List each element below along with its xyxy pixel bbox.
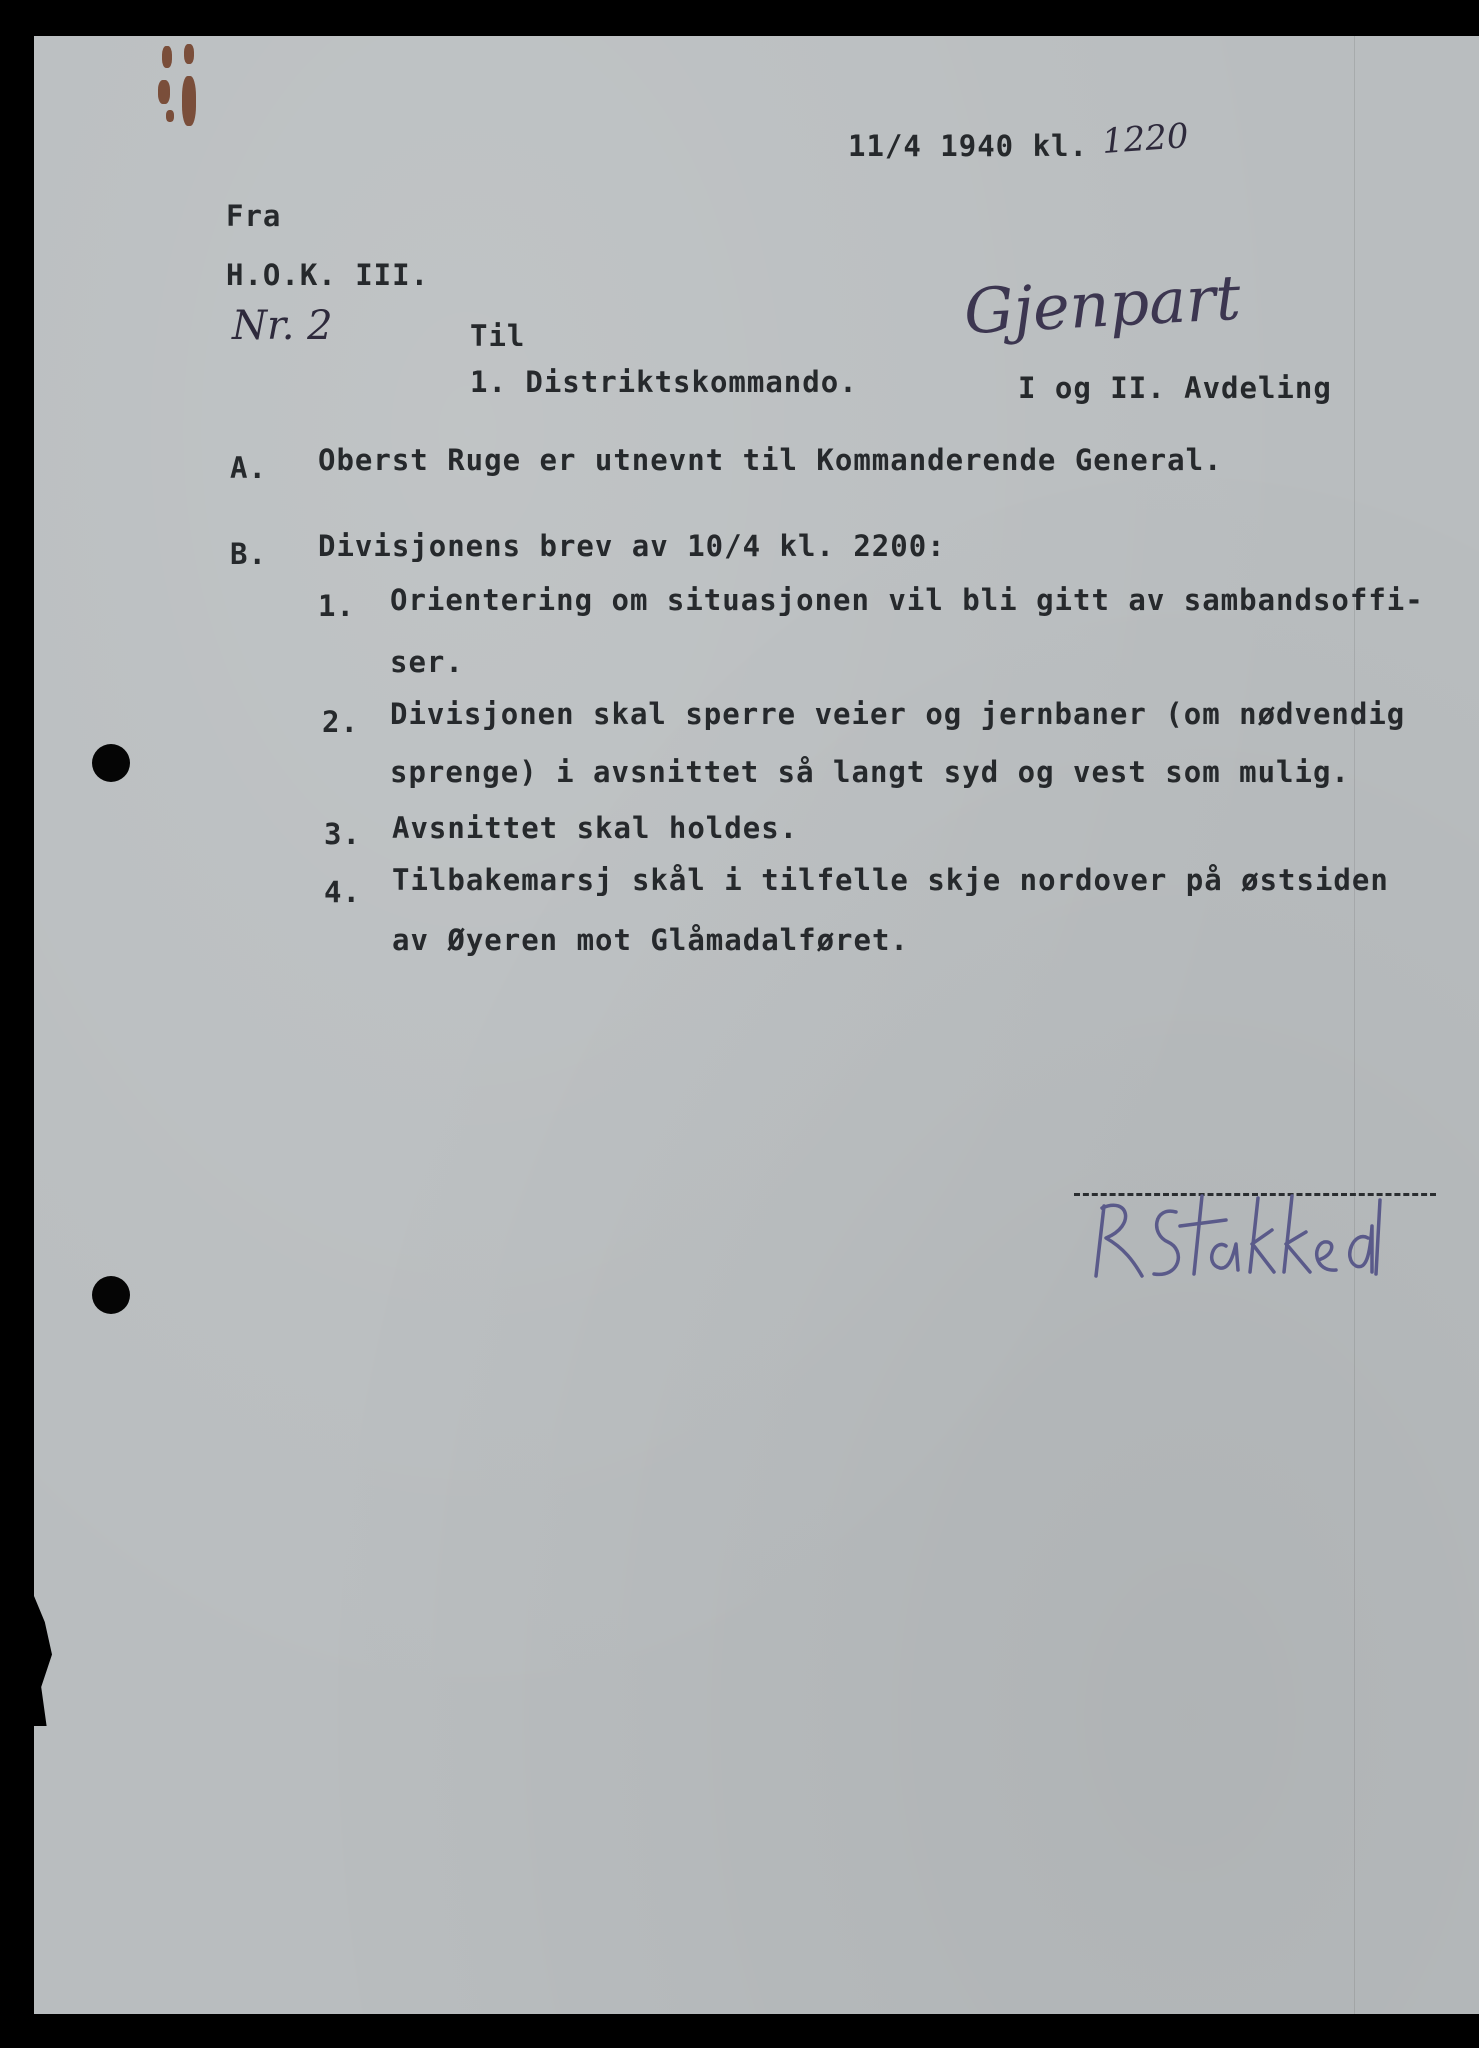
item-text-line: av Øyeren mot Glåmadalføret. xyxy=(392,923,909,957)
item-text-line: ser. xyxy=(390,645,464,679)
recipient-label: Til xyxy=(470,319,526,353)
section-b-text: Divisjonens brev av 10/4 kl. 2200: xyxy=(318,529,946,563)
item-number: 4. xyxy=(324,875,361,909)
rust-stain xyxy=(182,76,196,126)
paper-sheet xyxy=(34,36,1479,2014)
item-text-line: Tilbakemarsj skål i tilfelle skje nordover på østsiden xyxy=(392,863,1389,897)
item-number: 1. xyxy=(318,589,355,623)
item-text-line: sprenge) i avsnittet så langt syd og vest som mulig. xyxy=(390,755,1350,789)
handwritten-copy-mark: Gjenpart xyxy=(962,260,1243,349)
section-a-marker: A. xyxy=(230,451,267,485)
document-date: 11/4 1940 kl. xyxy=(848,129,1088,163)
sender-label: Fra xyxy=(226,199,282,233)
item-text-line: Divisjonen skal sperre veier og jernbaner (om nødvendig xyxy=(390,697,1406,731)
section-a-text: Oberst Ruge er utnevnt til Kommanderende General. xyxy=(318,443,1223,477)
signature-text xyxy=(1094,1266,1184,1280)
copy-recipients: I og II. Avdeling xyxy=(1018,371,1332,405)
sender-unit: H.O.K. III. xyxy=(226,258,430,292)
paper-fold-line xyxy=(1354,36,1355,2014)
rust-stain xyxy=(158,80,170,104)
rust-stain xyxy=(184,44,194,64)
torn-edge xyxy=(34,1596,52,1726)
section-b-marker: B. xyxy=(230,537,267,571)
handwritten-number: Nr. 2 xyxy=(232,303,333,349)
item-number: 3. xyxy=(324,817,361,851)
handwritten-time: 1220 xyxy=(1100,116,1190,162)
item-text-line: Orientering om situasjonen vil bli gitt av sambandsoffi- xyxy=(390,583,1424,617)
rust-stain xyxy=(162,46,172,68)
recipient-name: 1. Distriktskommando. xyxy=(470,365,858,399)
punch-hole xyxy=(92,1276,130,1314)
rust-stain xyxy=(166,110,174,122)
item-text-line: Avsnittet skal holdes. xyxy=(392,811,799,845)
punch-hole xyxy=(92,744,130,782)
item-number: 2. xyxy=(322,705,359,739)
